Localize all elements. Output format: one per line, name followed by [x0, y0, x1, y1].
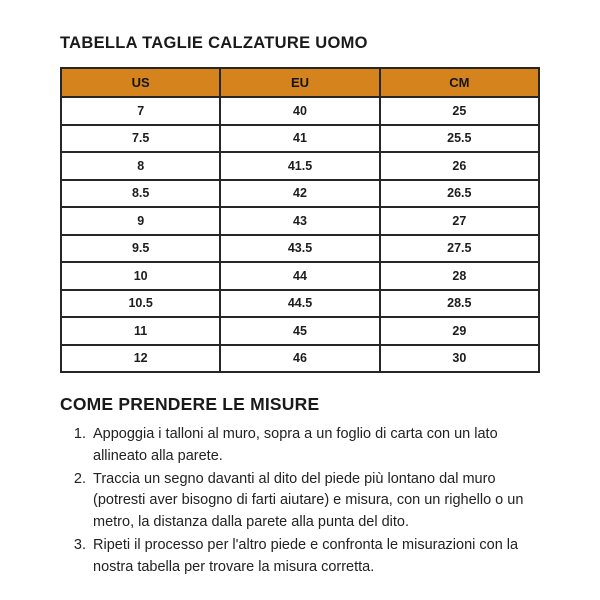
- cell-us: 10: [61, 262, 220, 290]
- measure-step-3: 3. Ripeti il processo per l'altro piede e confronta le misurazioni con la nostra tabella per trovare la misura corretta.: [90, 535, 540, 579]
- cell-eu: 41.5: [220, 152, 379, 180]
- table-row: [61, 125, 539, 153]
- measure-section-title: COME PRENDERE LE MISURE: [60, 394, 320, 414]
- table-row: [61, 207, 539, 235]
- cell-us: 8.5: [61, 180, 220, 208]
- size-table-header-row: [61, 68, 539, 97]
- cell-cm: 25.5: [380, 125, 539, 153]
- table-row: [61, 180, 539, 208]
- cell-eu: 42: [220, 180, 379, 208]
- cell-cm: 26: [380, 152, 539, 180]
- cell-eu: 43.5: [220, 235, 379, 263]
- cell-cm: 28.5: [380, 290, 539, 318]
- cell-cm: 28: [380, 262, 539, 290]
- size-table: [60, 67, 540, 373]
- cell-cm: 25: [380, 97, 539, 125]
- cell-us: 9: [61, 207, 220, 235]
- cell-eu: 45: [220, 317, 379, 345]
- cell-cm: 27: [380, 207, 539, 235]
- cell-us: 8: [61, 152, 220, 180]
- cell-us: 10.5: [61, 290, 220, 318]
- cell-eu: 44.5: [220, 290, 379, 318]
- cell-us: 9.5: [61, 235, 220, 263]
- table-row: [61, 235, 539, 263]
- size-table-header-eu: EU: [220, 68, 379, 97]
- cell-cm: 30: [380, 345, 539, 373]
- measure-step-1: 1. Appoggia i talloni al muro, sopra a un foglio di carta con un lato allineato alla parete.: [90, 424, 540, 468]
- table-row: [61, 97, 539, 125]
- table-row: [61, 290, 539, 318]
- cell-cm: 29: [380, 317, 539, 345]
- cell-eu: 44: [220, 262, 379, 290]
- size-table-header-cm: CM: [380, 68, 539, 97]
- measure-step-2: 2. Traccia un segno davanti al dito del piede più lontano dal muro (potresti aver bisogno di farti aiutare) e misura, con un righello o un metro, la distanza dalla parete alla punta del dito.: [90, 469, 540, 534]
- cell-us: 12: [61, 345, 220, 373]
- table-row: [61, 262, 539, 290]
- cell-cm: 27.5: [380, 235, 539, 263]
- table-row: [61, 345, 539, 373]
- cell-us: 7: [61, 97, 220, 125]
- cell-us: 11: [61, 317, 220, 345]
- cell-eu: 46: [220, 345, 379, 373]
- size-table-title: TABELLA TAGLIE CALZATURE UOMO: [60, 34, 368, 52]
- cell-eu: 41: [220, 125, 379, 153]
- size-table-header-us: US: [61, 68, 220, 97]
- table-row: [61, 317, 539, 345]
- cell-eu: 43: [220, 207, 379, 235]
- cell-eu: 40: [220, 97, 379, 125]
- cell-us: 7.5: [61, 125, 220, 153]
- cell-cm: 26.5: [380, 180, 539, 208]
- measure-steps-list: [60, 424, 540, 578]
- table-row: [61, 152, 539, 180]
